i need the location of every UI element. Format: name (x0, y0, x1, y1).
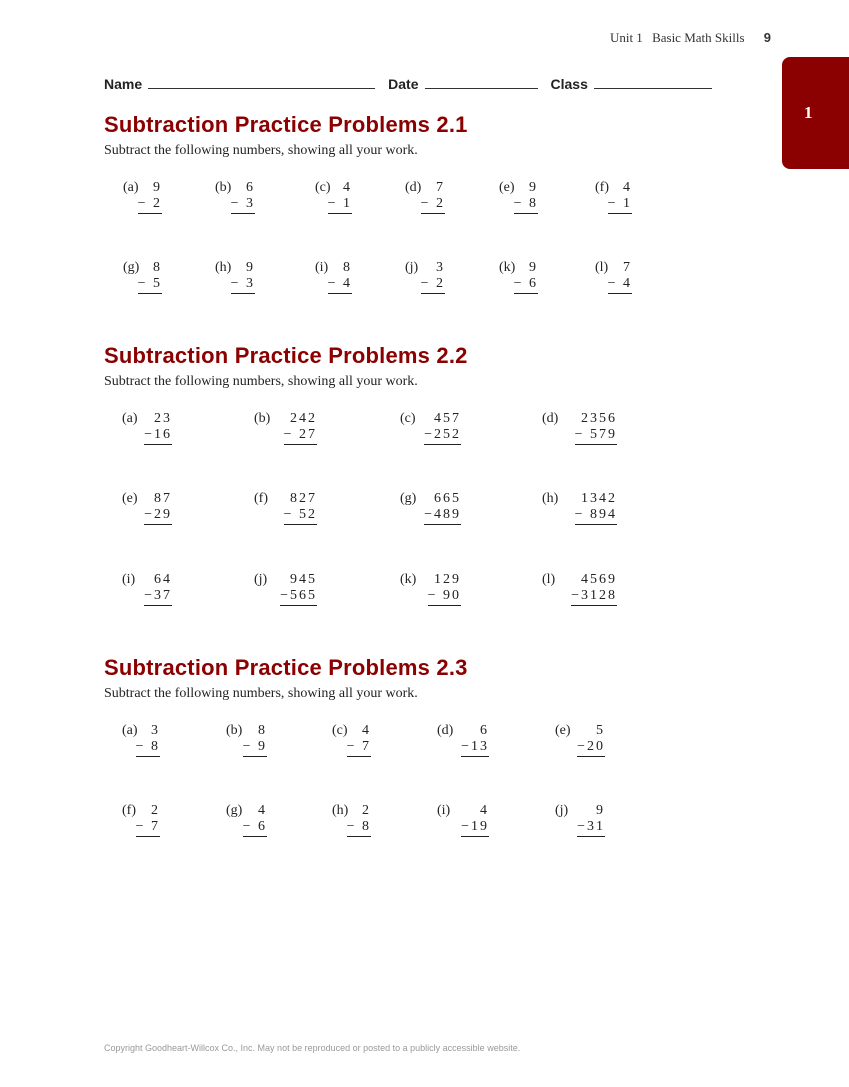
subtrahend: − 579 (575, 427, 617, 445)
problem-label: (c) (400, 411, 416, 426)
problem-stack (284, 411, 317, 445)
problem-label: (l) (595, 260, 609, 275)
subtrahend: − 2 (421, 276, 445, 294)
subtrahend: −565 (280, 588, 317, 606)
subtrahend: −489 (424, 507, 461, 525)
problem-stack (347, 803, 371, 837)
problem-stack (138, 180, 162, 214)
date-blank[interactable] (425, 76, 538, 89)
subtrahend: − 4 (328, 276, 352, 294)
minuend: 4 (362, 723, 371, 738)
minuend: 8 (343, 260, 352, 275)
subtrahend: − 2 (421, 196, 445, 214)
problem-item (542, 491, 617, 527)
name-blank[interactable] (148, 76, 375, 89)
subtrahend: − 1 (608, 196, 632, 214)
problem-label: (e) (122, 491, 138, 506)
minuend: 6 (480, 723, 489, 738)
unit-title: Basic Math Skills (652, 30, 745, 45)
problem-item (215, 260, 255, 296)
problem-label: (a) (122, 411, 138, 426)
subtrahend: −13 (461, 739, 489, 757)
problem-label: (b) (254, 411, 271, 426)
problem-item (332, 723, 371, 759)
subtrahend: − 52 (284, 507, 317, 525)
section-2-1 (104, 112, 468, 159)
problem-item (499, 180, 538, 216)
problem-item (332, 803, 371, 839)
problem-stack (328, 180, 352, 214)
name-label: Name (104, 76, 143, 92)
problem-label: (g) (123, 260, 140, 275)
minuend: 827 (290, 491, 317, 506)
subtrahend: − 3 (231, 196, 255, 214)
problem-stack (421, 260, 445, 294)
chapter-tab-number: 1 (804, 103, 813, 122)
minuend: 5 (596, 723, 605, 738)
problem-label: (h) (332, 803, 349, 818)
problem-label: (i) (122, 572, 136, 587)
minuend: 9 (596, 803, 605, 818)
minuend: 1342 (581, 491, 617, 506)
date-label: Date (388, 76, 419, 92)
problem-item (400, 572, 461, 608)
problem-stack (144, 491, 172, 525)
problem-stack (608, 180, 632, 214)
problem-stack (428, 572, 461, 606)
subtrahend: −3128 (571, 588, 617, 606)
class-label: Class (550, 76, 588, 92)
problem-stack (138, 260, 162, 294)
problem-item (122, 572, 172, 608)
problem-label: (j) (254, 572, 268, 587)
minuend: 4 (343, 180, 352, 195)
problem-label: (c) (332, 723, 348, 738)
problem-label: (e) (555, 723, 571, 738)
subtrahend: − 2 (138, 196, 162, 214)
minuend: 2356 (581, 411, 617, 426)
problem-label: (e) (499, 180, 515, 195)
problem-item (123, 180, 162, 216)
section-instructions: Subtract the following numbers, showing all your work. (104, 143, 418, 158)
problem-item (122, 411, 172, 447)
page-number: 9 (763, 30, 771, 45)
subtrahend: − 7 (136, 819, 160, 837)
problem-item (437, 723, 489, 759)
section-2-2 (104, 343, 468, 390)
subtrahend: −20 (577, 739, 605, 757)
subtrahend: −19 (461, 819, 489, 837)
problem-stack (461, 723, 489, 757)
subtrahend: − 894 (575, 507, 617, 525)
minuend: 3 (436, 260, 445, 275)
minuend: 6 (246, 180, 255, 195)
minuend: 7 (436, 180, 445, 195)
problem-label: (h) (215, 260, 232, 275)
problem-stack (347, 723, 371, 757)
subtrahend: − 9 (243, 739, 267, 757)
minuend: 2 (362, 803, 371, 818)
problem-item (595, 260, 632, 296)
minuend: 9 (529, 180, 538, 195)
minuend: 3 (151, 723, 160, 738)
unit-label: Unit 1 (609, 30, 643, 45)
subtrahend: − 6 (514, 276, 538, 294)
minuend: 8 (258, 723, 267, 738)
running-head (610, 30, 771, 46)
minuend: 129 (434, 572, 461, 587)
problem-stack (231, 260, 255, 294)
problem-label: (l) (542, 572, 556, 587)
minuend: 242 (290, 411, 317, 426)
problem-stack (421, 180, 445, 214)
section-title: Subtraction Practice Problems 2.1 (104, 112, 468, 137)
subtrahend: − 8 (136, 739, 160, 757)
problem-label: (g) (226, 803, 243, 818)
subtrahend: − 8 (347, 819, 371, 837)
problem-item (226, 803, 267, 839)
subtrahend: − 5 (138, 276, 162, 294)
problem-item (226, 723, 267, 759)
problem-stack (144, 411, 172, 445)
problem-label: (i) (315, 260, 329, 275)
problem-label: (j) (405, 260, 419, 275)
problem-stack (280, 572, 317, 606)
problem-item (123, 260, 162, 296)
section-2-3 (104, 655, 468, 702)
minuend: 457 (434, 411, 461, 426)
problem-stack (575, 491, 617, 525)
problem-item (122, 723, 160, 759)
minuend: 9 (153, 180, 162, 195)
problem-item (405, 260, 445, 296)
problem-label: (b) (215, 180, 232, 195)
problem-stack (514, 260, 538, 294)
problem-stack (136, 723, 160, 757)
problem-label: (k) (499, 260, 516, 275)
problem-item (215, 180, 255, 216)
problem-item (122, 491, 172, 527)
minuend: 4 (258, 803, 267, 818)
subtrahend: − 3 (231, 276, 255, 294)
problem-label: (a) (123, 180, 139, 195)
problem-item (499, 260, 538, 296)
problem-stack (231, 180, 255, 214)
minuend: 4569 (581, 572, 617, 587)
problem-label: (d) (437, 723, 454, 738)
minuend: 4 (623, 180, 632, 195)
problem-stack (243, 723, 267, 757)
problem-stack (577, 803, 605, 837)
problem-item (595, 180, 632, 216)
problem-stack (284, 491, 317, 525)
problem-stack (461, 803, 489, 837)
problem-item (542, 411, 617, 447)
subtrahend: − 4 (608, 276, 632, 294)
problem-item (405, 180, 445, 216)
problem-stack (571, 572, 617, 606)
subtrahend: −31 (577, 819, 605, 837)
minuend: 4 (480, 803, 489, 818)
subtrahend: − 1 (328, 196, 352, 214)
problem-item (254, 572, 317, 608)
problem-label: (b) (226, 723, 243, 738)
subtrahend: −252 (424, 427, 461, 445)
problem-stack (144, 572, 172, 606)
section-instructions: Subtract the following numbers, showing all your work. (104, 374, 418, 389)
chapter-tab (782, 57, 849, 169)
problem-item (254, 411, 317, 447)
subtrahend: −16 (144, 427, 172, 445)
problem-label: (i) (437, 803, 451, 818)
problem-stack (424, 411, 461, 445)
minuend: 23 (154, 411, 172, 426)
problem-item (555, 803, 605, 839)
problem-item (315, 180, 352, 216)
minuend: 87 (154, 491, 172, 506)
problem-label: (d) (405, 180, 422, 195)
subtrahend: − 90 (428, 588, 461, 606)
minuend: 945 (290, 572, 317, 587)
problem-stack (577, 723, 605, 757)
subtrahend: − 8 (514, 196, 538, 214)
problem-label: (f) (254, 491, 268, 506)
subtrahend: −29 (144, 507, 172, 525)
minuend: 9 (246, 260, 255, 275)
subtrahend: − 27 (284, 427, 317, 445)
class-blank[interactable] (594, 76, 712, 89)
problem-label: (f) (595, 180, 609, 195)
problem-item (315, 260, 352, 296)
problem-label: (h) (542, 491, 559, 506)
problem-stack (608, 260, 632, 294)
problem-stack (424, 491, 461, 525)
subtrahend: −37 (144, 588, 172, 606)
problem-label: (g) (400, 491, 417, 506)
problem-label: (d) (542, 411, 559, 426)
problem-stack (328, 260, 352, 294)
minuend: 2 (151, 803, 160, 818)
copyright-footer: Copyright Goodheart-Willcox Co., Inc. May not be reproduced or posted to a publicly accessible website. (104, 1043, 521, 1053)
minuend: 8 (153, 260, 162, 275)
problem-item (555, 723, 605, 759)
minuend: 9 (529, 260, 538, 275)
minuend: 64 (154, 572, 172, 587)
student-info-line (104, 76, 771, 92)
problem-item (400, 411, 461, 447)
problem-label: (a) (122, 723, 138, 738)
class-field[interactable] (551, 76, 712, 92)
problem-item (400, 491, 461, 527)
problem-label: (k) (400, 572, 417, 587)
problem-stack (243, 803, 267, 837)
subtrahend: − 7 (347, 739, 371, 757)
date-field[interactable] (388, 76, 537, 92)
problem-stack (136, 803, 160, 837)
problem-stack (575, 411, 617, 445)
section-title: Subtraction Practice Problems 2.3 (104, 655, 468, 680)
problem-item (542, 572, 617, 608)
section-instructions: Subtract the following numbers, showing all your work. (104, 686, 418, 701)
subtrahend: − 6 (243, 819, 267, 837)
minuend: 665 (434, 491, 461, 506)
problem-label: (c) (315, 180, 331, 195)
problem-label: (j) (555, 803, 569, 818)
problem-item (122, 803, 160, 839)
problem-label: (f) (122, 803, 136, 818)
name-field[interactable] (104, 76, 375, 92)
minuend: 7 (623, 260, 632, 275)
problem-item (437, 803, 489, 839)
section-title: Subtraction Practice Problems 2.2 (104, 343, 468, 368)
problem-stack (514, 180, 538, 214)
problem-item (254, 491, 317, 527)
